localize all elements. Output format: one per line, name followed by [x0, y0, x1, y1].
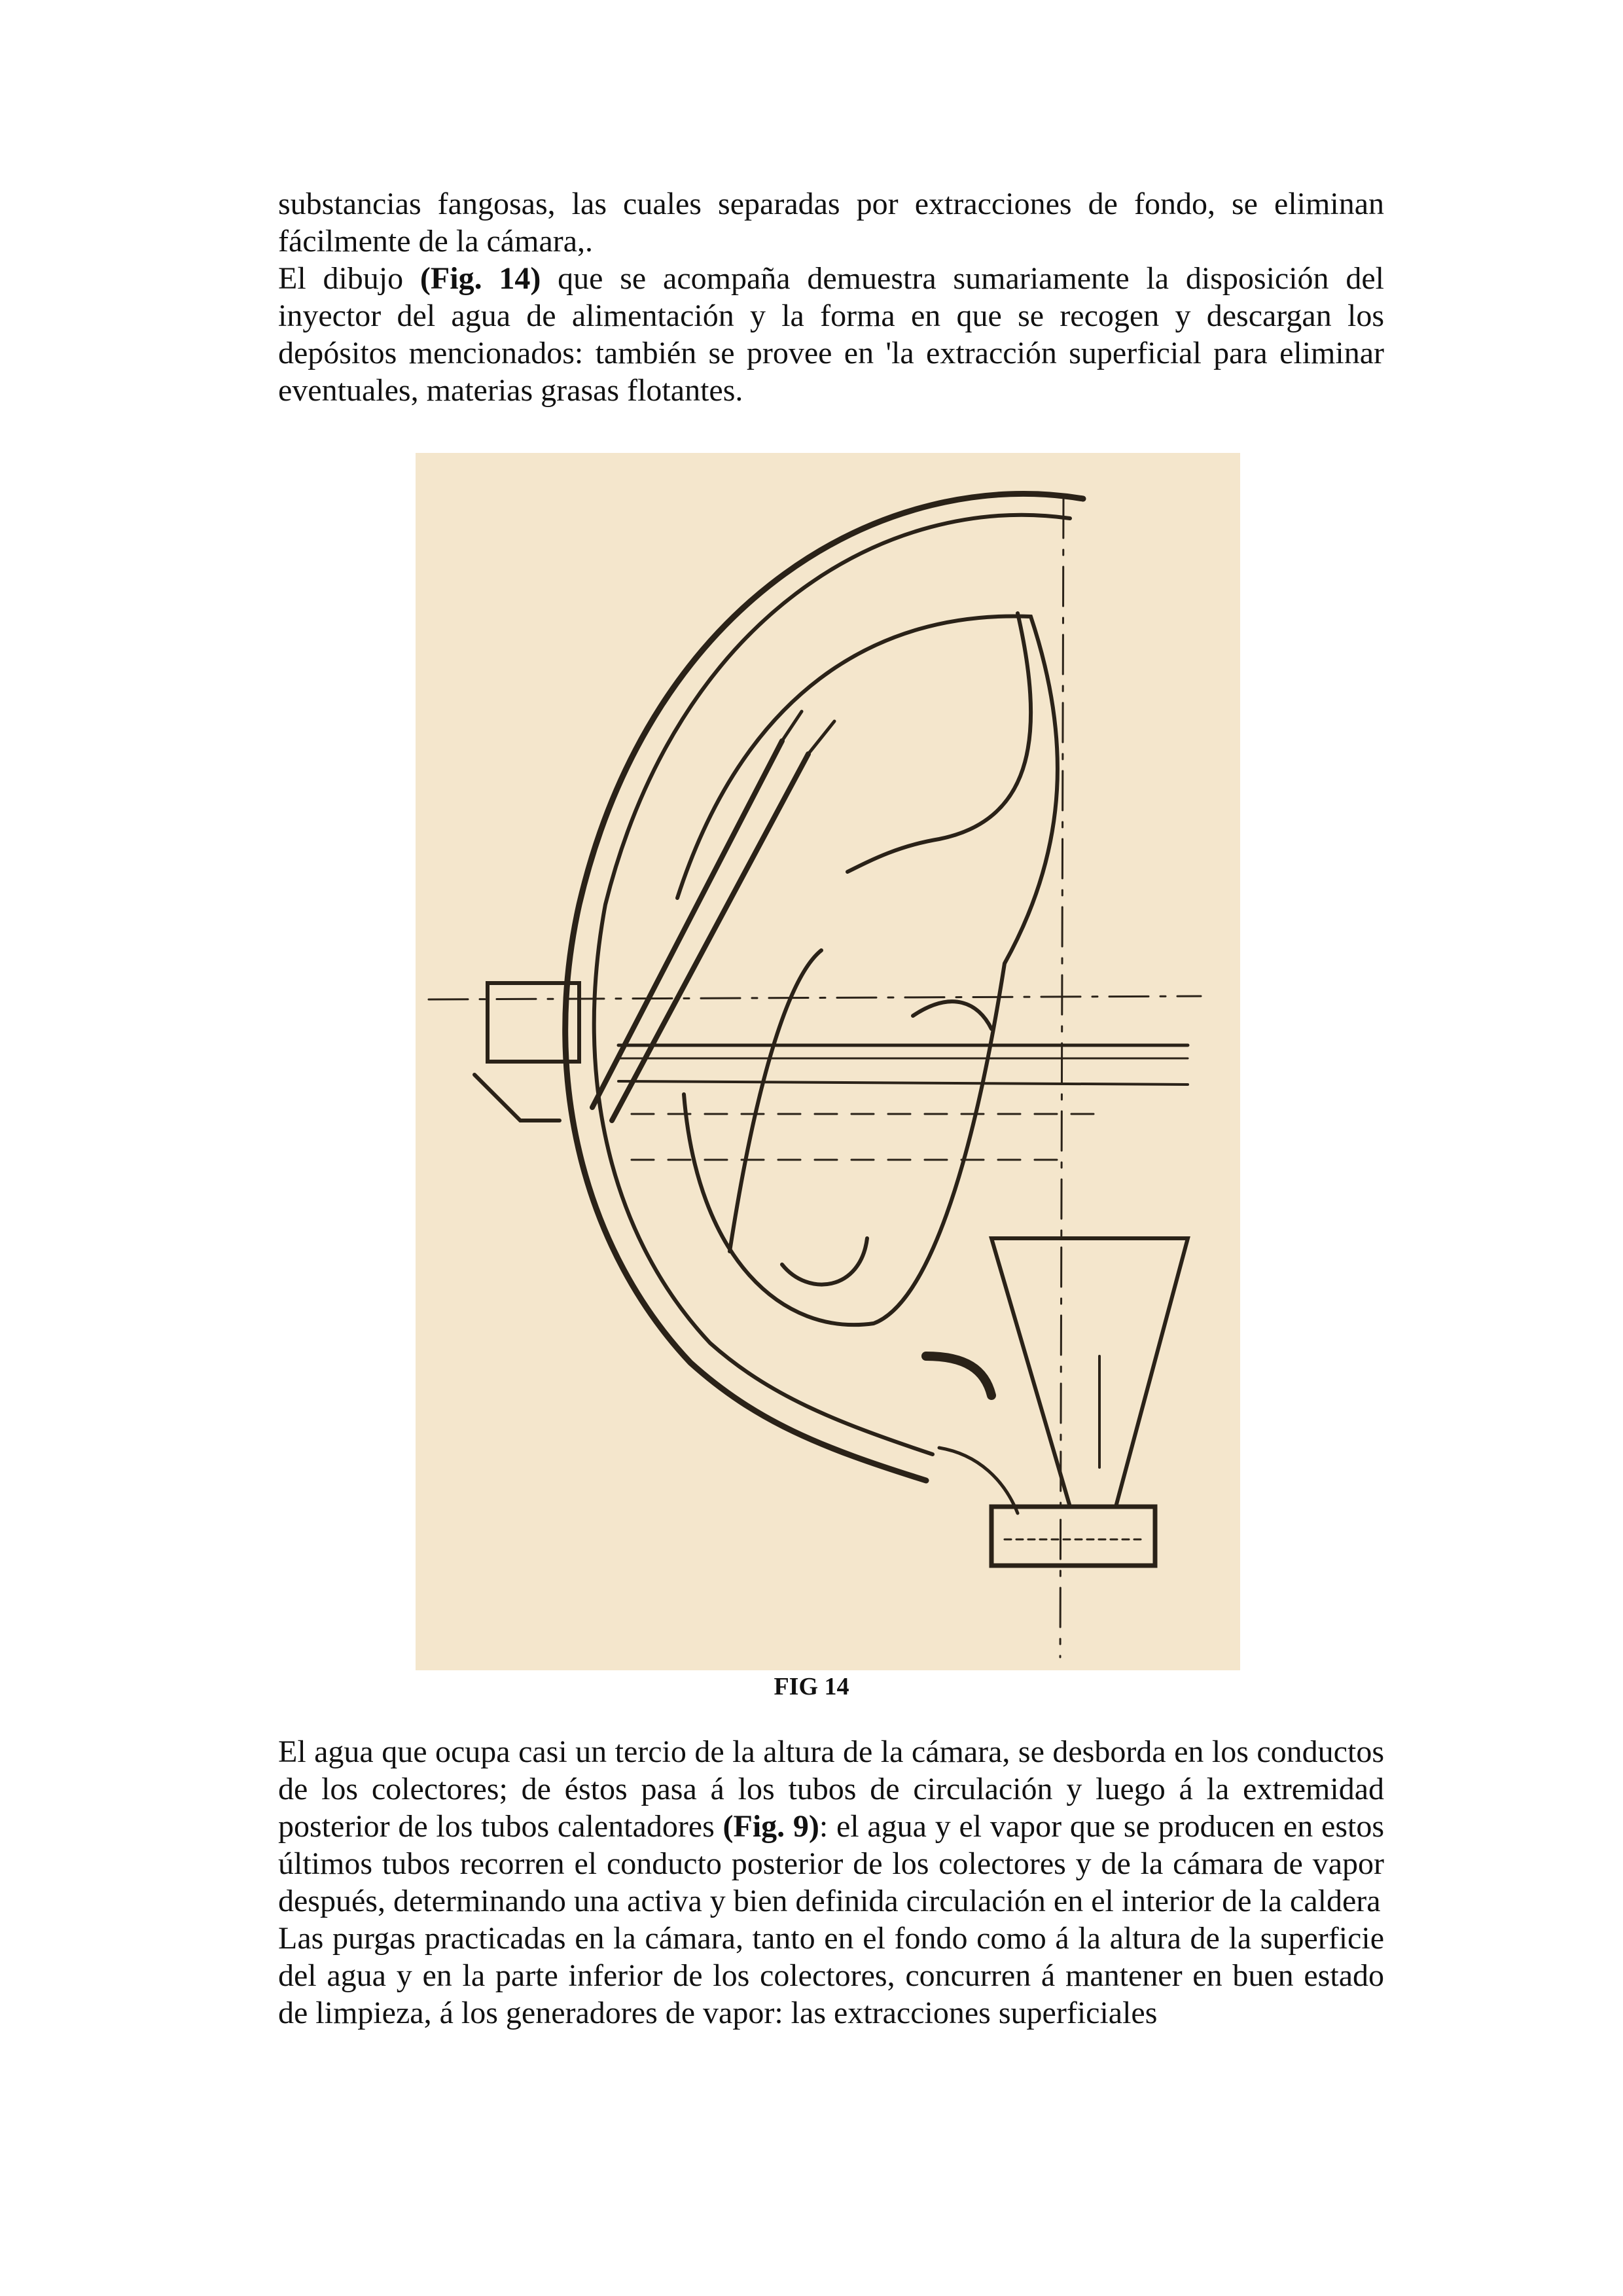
circulation-arrow-left [730, 950, 821, 1251]
shell-outer-wall [565, 494, 1083, 1480]
injector-nozzle [474, 1075, 560, 1121]
horizontal-center-line [429, 996, 1201, 999]
paragraph-bottom-2: Las purgas practicadas en la cámara, tanto en el fondo como á la altura de la superficie del agua y en la parte inferior de los colectores, concurren á mantener en buen estado de limpieza, á los generadores de vapor: las extracciones superficiales [278, 1921, 1384, 2030]
bottom-text [278, 1733, 1384, 2032]
hopper-funnel [991, 1238, 1188, 1507]
boiler-chamber-diagram [416, 453, 1240, 1670]
paragraph-top-2-before: El dibujo [278, 261, 420, 296]
top-text [278, 185, 1384, 409]
figure-caption: FIG 14 [774, 1673, 849, 1700]
fig-14-drawing [416, 453, 1240, 1670]
paragraph-bottom-1-after: : el agua y el vapor que se producen en estos últimos tubos recorren el conducto posterior de los colectores y de la cámara de vapor después, determinando una activa y bien definida circulación en el interior de la caldera [278, 1809, 1385, 1918]
paragraph-top-1: substancias fangosas, las cuales separadas por extracciones de fondo, se eliminan fácilmente de la cámara,. [278, 187, 1384, 259]
shell-inner-wall [594, 515, 1070, 1454]
extraction-fitting [991, 1507, 1155, 1566]
circulation-arrow-right [913, 1001, 991, 1029]
inner-baffle [847, 613, 1031, 872]
paragraph-top-2-after: que se acompaña demuestra sumariamente la disposición del inyector del agua de alimentación y la forma en que se recogen y descargan los depósitos mencionados: también se provee en 'la extracción superficial para eliminar eventuales, materias grasas flotantes. [278, 261, 1384, 408]
injector-pipe-top [592, 741, 782, 1107]
paragraph-top-2 [278, 260, 1384, 409]
injector-pipe-bottom [612, 754, 808, 1121]
bottom-curved-arrow [926, 1356, 991, 1395]
fig-9-reference: (Fig. 9) [722, 1809, 819, 1844]
water-level-line-3 [618, 1081, 1188, 1085]
circulation-arrow-loop [782, 1238, 867, 1285]
paragraph-bottom-1-before: El agua que ocupa casi un tercio de la altura de la cámara, se desborda en los conductos de los colectores; de éstos pasa á los tubos de circulación y luego á la extremidad posterior de los tubos calentadores [278, 1734, 1384, 1844]
fig-14-reference: (Fig. 14) [419, 261, 541, 296]
fitting-arrow [939, 1448, 1018, 1513]
injector-pipe-tip [782, 711, 834, 754]
paragraph-bottom-1 [278, 1733, 1384, 1920]
